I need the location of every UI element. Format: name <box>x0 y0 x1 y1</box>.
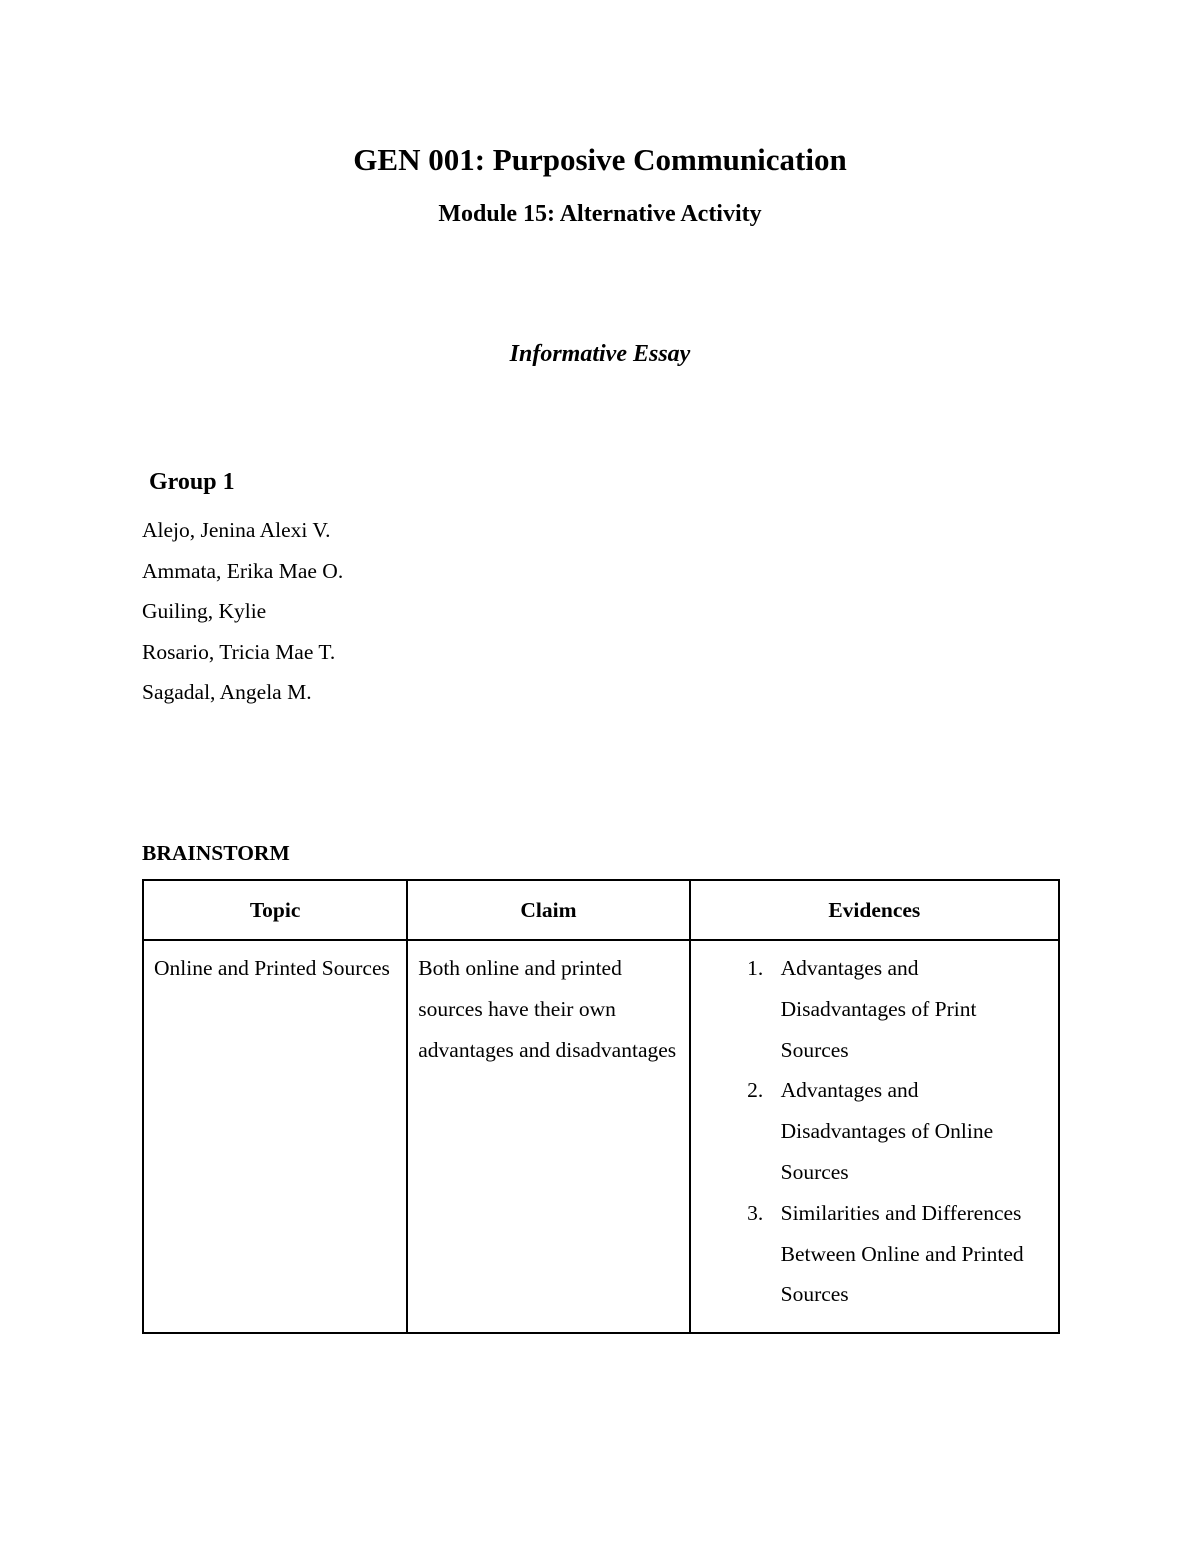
topic-cell: Online and Printed Sources <box>143 940 407 1333</box>
claim-cell: Both online and printed sources have their own advantages and disadvantages <box>407 940 689 1333</box>
brainstorm-label: BRAINSTORM <box>142 841 290 865</box>
member-name: Guiling, Kylie <box>142 599 267 623</box>
evidences-cell <box>690 940 1059 1333</box>
table-header-row <box>143 880 1059 940</box>
claim-column-header: Claim <box>407 880 689 940</box>
evidence-item: 1. Advantages and Disadvantages of Print Sources <box>769 948 1048 1070</box>
evidences-column-header: Evidences <box>690 880 1059 940</box>
table-row <box>143 940 1059 1333</box>
brainstorm-table <box>142 879 1060 1334</box>
group-name: Group 1 <box>149 469 235 495</box>
module-title: Module 15: Alternative Activity <box>438 201 762 227</box>
member-list <box>142 510 343 713</box>
member-name: Ammata, Erika Mae O. <box>142 558 344 583</box>
member-name: Sagadal, Angela M. <box>142 680 312 704</box>
course-title: GEN 001: Purposive Communication <box>353 142 847 177</box>
member-name: Alejo, Jenina Alexi V. <box>142 518 331 542</box>
member-name: Rosario, Tricia Mae T. <box>142 639 336 664</box>
evidence-item: 2. Advantages and Disadvantages of Online Sources <box>769 1070 1048 1192</box>
evidence-list <box>701 948 1048 1315</box>
evidence-item: 3. Similarities and Differences Between Online and Printed Sources <box>769 1193 1048 1315</box>
essay-type-heading: Informative Essay <box>509 341 691 367</box>
topic-column-header: Topic <box>143 880 407 940</box>
